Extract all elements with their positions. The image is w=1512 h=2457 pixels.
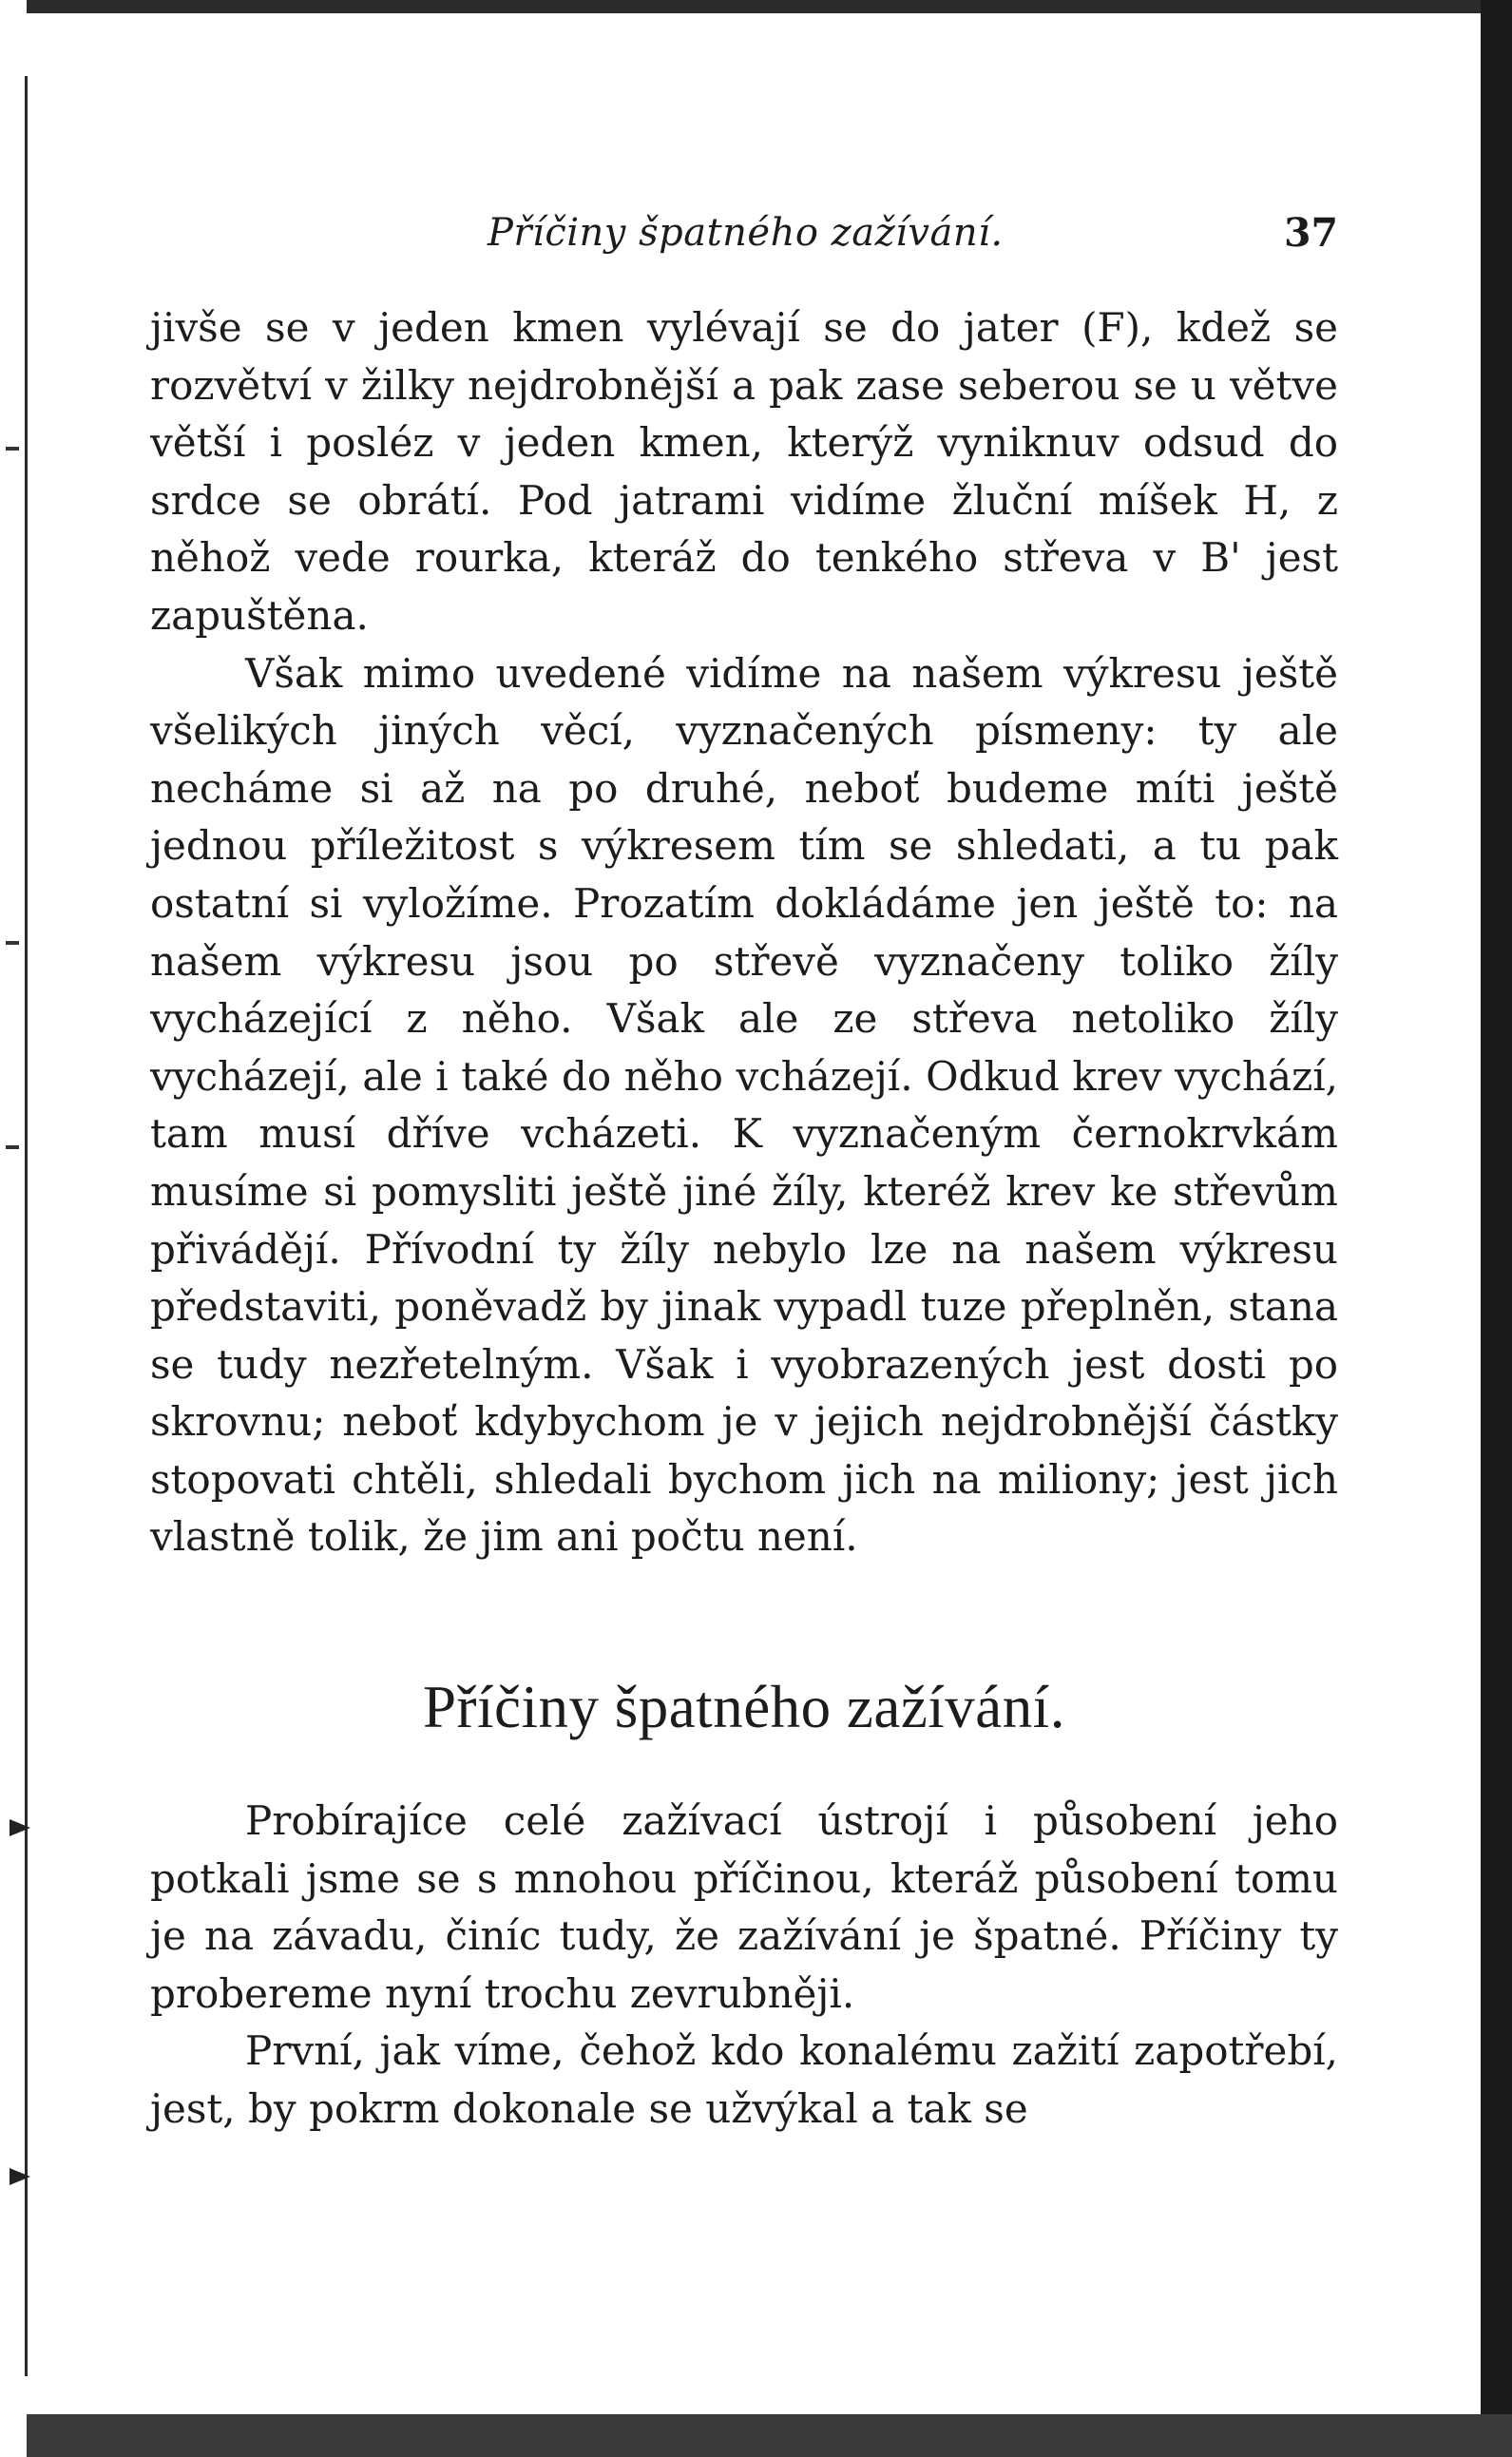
paragraph: jivše se v jeden kmen vylévají se do jater (F), kdež se rozvětví v žilky nejdrobnější a pak zase seberou se u větve větší i posléz v jeden kmen, kterýž vyniknuv odsud do srdce se obrátí. Pod jatrami vidíme žluční míšek H, z něhož vede rourka, kteráž do tenkého střeva v B' jest zapuštěna. (150, 304, 1338, 639)
scan-top-border (27, 0, 1509, 13)
paragraph: První, jak víme, čehož kdo konalému zažití zapotřebí, jest, by pokrm dokonale se užvýkal a tak se (150, 2027, 1338, 2133)
section-heading: Příčiny špatného zažívání. (422, 1674, 1066, 1741)
paragraph: Probírajíce celé zažívací ústrojí i působení jeho potkali jsme se s mnohou příčinou, kteráž působení tomu je na závadu, činíc tudy, že zažívání je špatné. Příčiny ty probereme nyní trochu zevrubněji. (150, 1797, 1338, 2017)
margin-mark (6, 1145, 19, 1149)
page-edge-rule (25, 76, 28, 2376)
book-page (150, 204, 1338, 2139)
margin-arrow-icon (10, 1819, 30, 1836)
margin-mark (6, 941, 19, 945)
scan-right-border (1481, 0, 1512, 2457)
running-head (150, 204, 1338, 261)
margin-mark (6, 447, 19, 451)
scan-bottom-border (27, 2414, 1512, 2457)
body-text (150, 299, 1338, 2139)
running-title: Příčiny špatného zažívání. (488, 211, 1004, 255)
page-number: 37 (1283, 210, 1338, 256)
margin-arrow-icon (10, 2168, 30, 2185)
scan-left-edge (0, 0, 29, 2457)
paragraph: Však mimo uvedené vidíme na našem výkresu ještě všelikých jiných věcí, vyznačených písmeny: ty ale necháme si až na po druhé, neboť budeme míti ještě jednou příležitost s výkresem tím se shledati, a tu pak ostatní si vyložíme. Prozatím dokládáme jen ještě to: na našem výkresu jsou po střevě vyznačeny toliko žíly vycházející z něho. Však ale ze střeva netoliko žíly vycházejí, ale i také do něho vcházejí. Odkud krev vychází, tam musí dříve vcházeti. K vyznačeným černokrvkám musíme si pomysliti ještě jiné žíly, kteréž krev ke střevům přivádějí. Přívodní ty žíly nebylo lze na našem výkresu představiti, poněvadž by jinak vypadl tuze přeplněn, stana se tudy nezřetelným. Však i vyobrazených jest dosti po skrovnu; neboť kdybychom je v jejich nejdrobnější částky stopovati chtěli, shledali bychom jich na miliony; jest jich vlastně tolik, že jim ani počtu není. (150, 649, 1338, 1561)
